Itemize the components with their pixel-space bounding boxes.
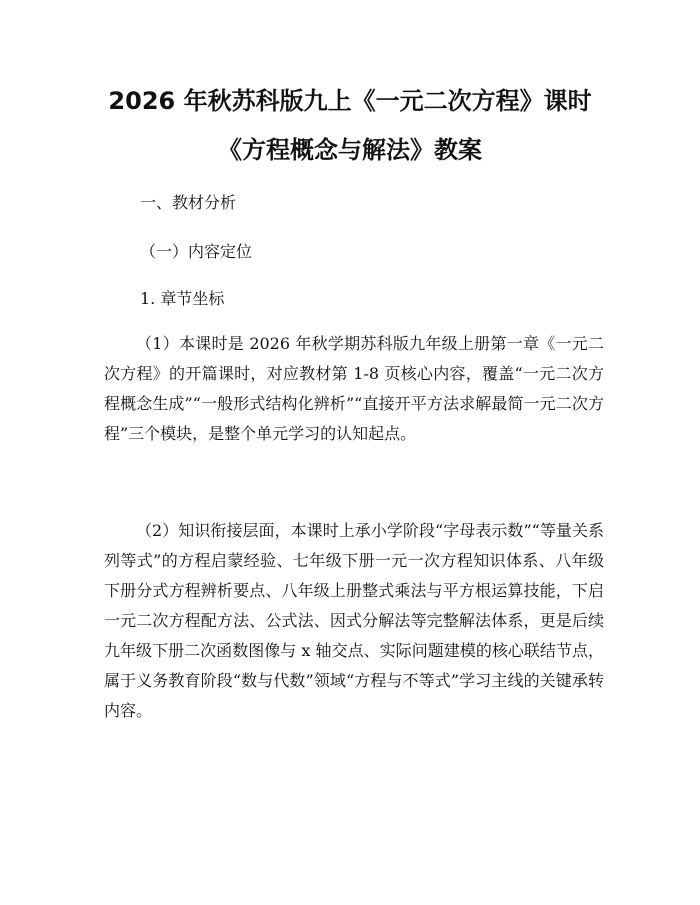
- section-heading: 一、教材分析: [140, 193, 237, 212]
- document-title-line-2: 《方程概念与解法》教案: [218, 136, 482, 164]
- paragraph-1: （1）本课时是 2026 年秋学期苏科版九年级上册第一章《一元二次方程》的开篇课时，对应教材第 1-8 页核心内容，覆盖“一元二次方程概念生成”“一般形式结构化辨析”“直接开平方法求解最简一元二次方程”三个模块，是整个单元学习的认知起点。: [104, 334, 604, 443]
- paragraph-2: （2）知识衔接层面，本课时上承小学阶段“字母表示数”“等量关系列等式”的方程启蒙经验、七年级下册一元一次方程知识体系、八年级下册分式方程辨析要点、八年级上册整式乘法与平方根运算技能，下启一元二次方程配方法、公式法、因式分解法等完整解法体系，更是后续九年级下册二次函数图像与 x 轴交点、实际问题建模的核心联结节点，属于义务教育阶段“数与代数”领域“方程与不等式”学习主线的关键承转内容。: [104, 521, 604, 720]
- subsection-heading: （一）内容定位: [140, 242, 253, 261]
- item-heading: 1. 章节坐标: [140, 289, 225, 308]
- document-title-line-1: 2026 年秋苏科版九上《一元二次方程》课时: [108, 87, 592, 115]
